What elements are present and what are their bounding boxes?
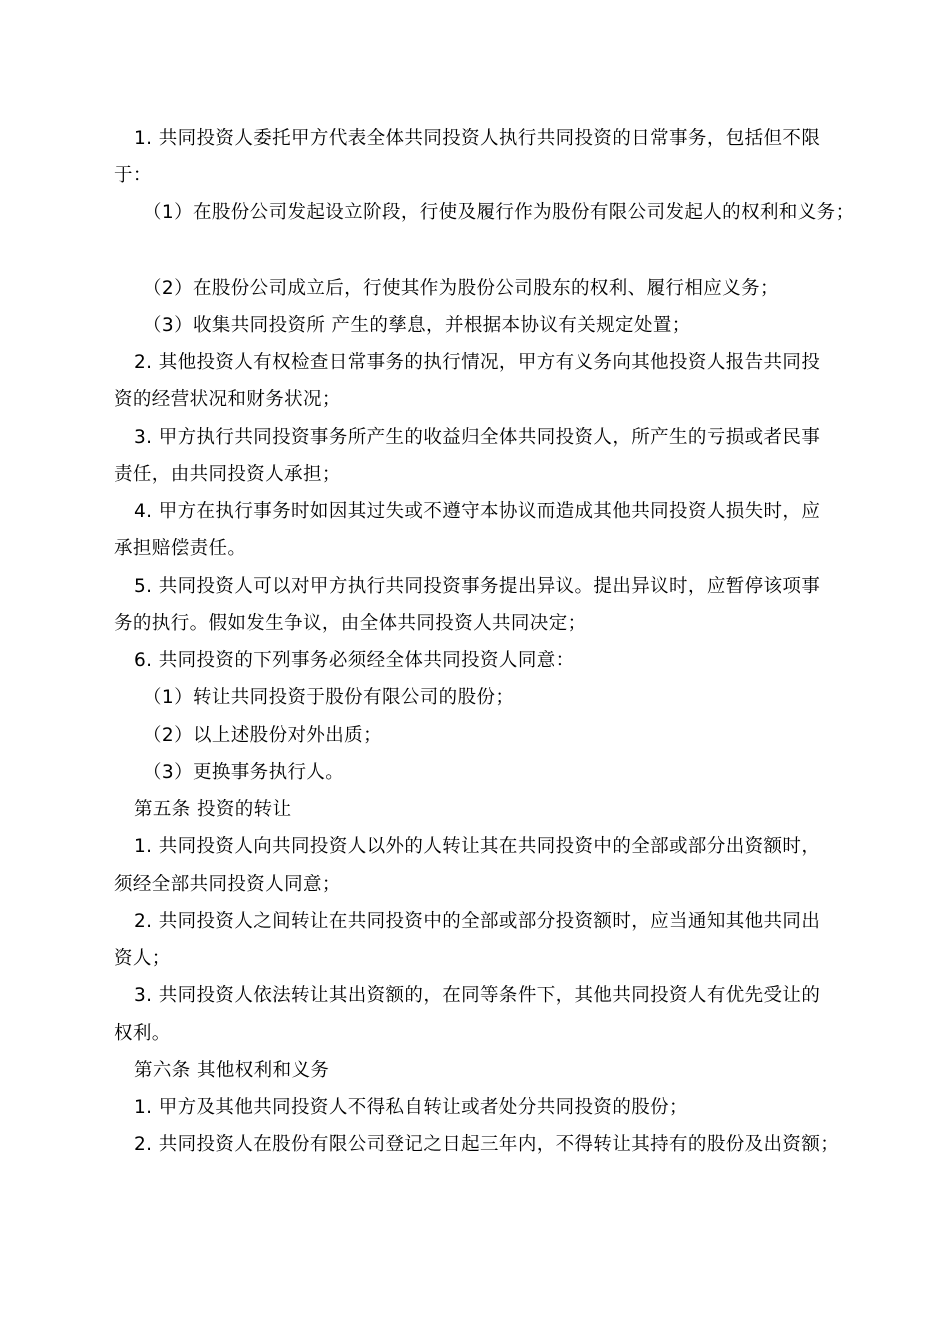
clause-4-1-item-1: （1）在股份公司发起设立阶段，行使及履行作为股份有限公司发起人的权利和义务；	[143, 202, 855, 223]
clause-4-1-line-2: 于：	[114, 165, 152, 186]
clause-4-4-line-1: 4. 甲方在执行事务时如因其过失或不遵守本协议而造成其他共同投资人损失时，应	[134, 501, 821, 522]
clause-5-2-line-1: 2. 共同投资人之间转让在共同投资中的全部或部分投资额时，应当通知其他共同出	[134, 911, 821, 932]
clause-4-3-line-1: 3. 甲方执行共同投资事务所产生的收益归全体共同投资人，所产生的亏损或者民事	[134, 427, 821, 448]
clause-4-6-item-2: （2）以上述股份对外出质；	[143, 725, 382, 746]
clause-4-5-line-2: 务的执行。假如发生争议，由全体共同投资人共同决定；	[114, 613, 587, 634]
clause-5-1-line-1: 1. 共同投资人向共同投资人以外的人转让其在共同投资中的全部或部分出资额时，	[134, 836, 821, 857]
article-6-heading: 第六条 其他权利和义务	[134, 1060, 330, 1081]
clause-4-1-item-3: （3）收集共同投资所 产生的孳息，并根据本协议有关规定处置；	[143, 315, 691, 336]
clause-5-1-line-2: 须经全部共同投资人同意；	[114, 874, 341, 895]
clause-5-2-line-2: 资人；	[114, 948, 171, 969]
clause-6-1: 1. 甲方及其他共同投资人不得私自转让或者处分共同投资的股份；	[134, 1097, 688, 1118]
clause-4-6-item-1: （1）转让共同投资于股份有限公司的股份；	[143, 687, 515, 708]
clause-4-5-line-1: 5. 共同投资人可以对甲方执行共同投资事务提出异议。提出异议时，应暂停该项事	[134, 576, 821, 597]
clause-5-3-line-1: 3. 共同投资人依法转让其出资额的，在同等条件下，其他共同投资人有优先受让的	[134, 985, 821, 1006]
article-5-heading: 第五条 投资的转让	[134, 799, 292, 820]
clause-4-6-line-1: 6. 共同投资的下列事务必须经全体共同投资人同意：	[134, 650, 575, 671]
clause-4-2-line-2: 资的经营状况和财务状况；	[114, 389, 341, 410]
clause-4-1-line-1: 1. 共同投资人委托甲方代表全体共同投资人执行共同投资的日常事务，包括但不限	[134, 128, 821, 149]
clause-6-2: 2. 共同投资人在股份有限公司登记之日起三年内，不得转让其持有的股份及出资额；	[134, 1134, 840, 1155]
clause-4-3-line-2: 责任，由共同投资人承担；	[114, 464, 341, 485]
clause-5-3-line-2: 权利。	[114, 1023, 171, 1044]
clause-4-4-line-2: 承担赔偿责任。	[114, 538, 247, 559]
clause-4-1-item-2: （2）在股份公司成立后，行使其作为股份公司股东的权利、履行相应义务；	[143, 278, 779, 299]
clause-4-2-line-1: 2. 其他投资人有权检查日常事务的执行情况，甲方有义务向其他投资人报告共同投	[134, 352, 821, 373]
clause-4-6-item-3: （3）更换事务执行人。	[143, 762, 345, 783]
